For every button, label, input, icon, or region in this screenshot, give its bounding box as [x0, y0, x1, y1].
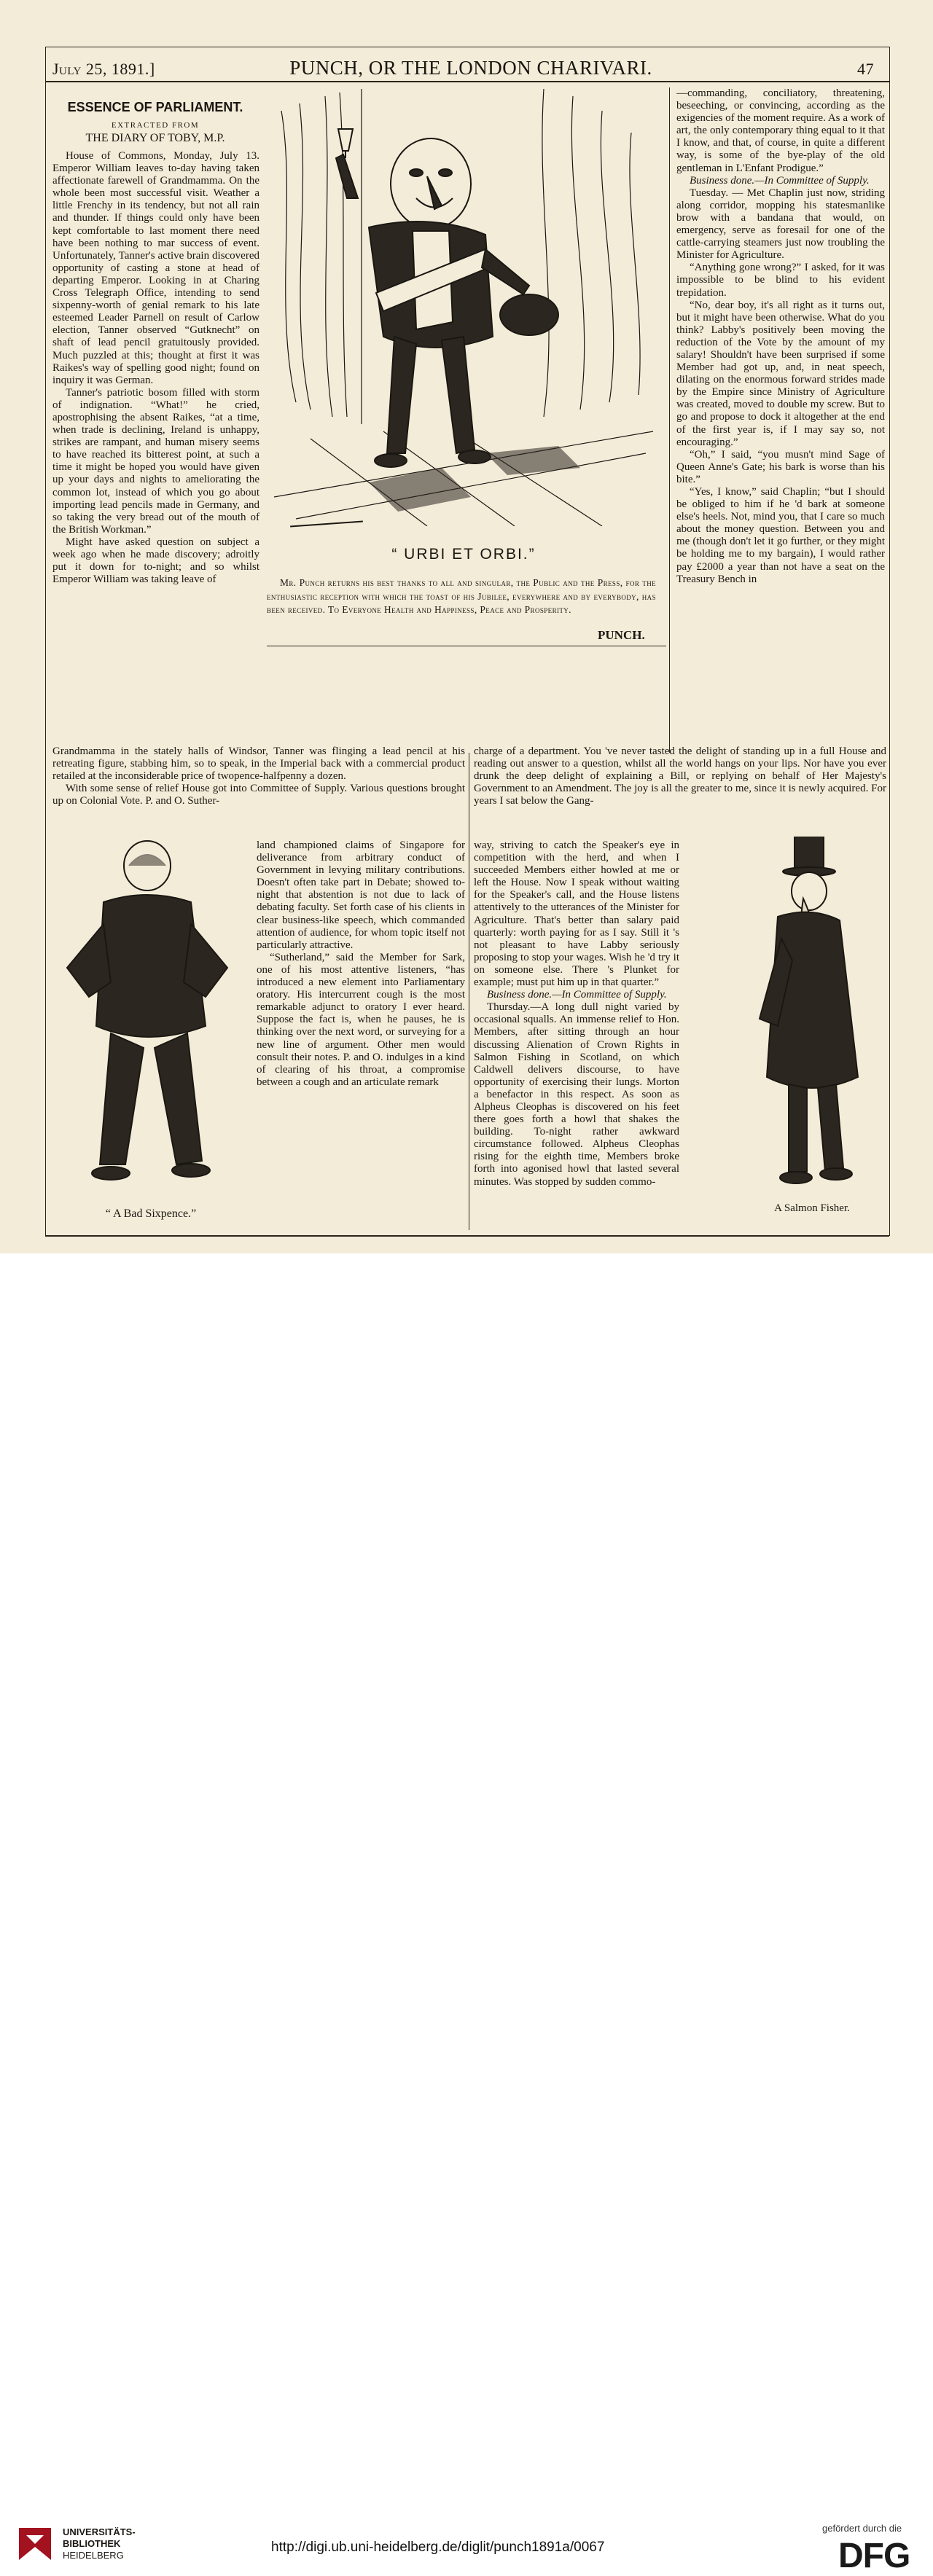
paragraph: “Oh,” I said, “you musn't mind Sage of Queen Anne's Gate; his bark is worse than his bite.” [676, 448, 885, 485]
paragraph: Tanner's patriotic bosom filled with storm of indignation. “What!” he cried, apostrophising the absent Raikes, “at a time, when trade is declining, Ireland is unhappy, strikes are rampant, and human misery seems to have reached its bitterest point, at such a time it might be hoped you would have given up your days and nights to ameliorating the common lot, instead of which you go about importing lead pencils made in Germany, and so taking the very bread out of the mouth of the British Workman.” [52, 386, 259, 536]
paragraph: “No, dear boy, it's all right as it turns out, but it might have been otherwise. What do you think? Labby's positively been moving the reduction of the Vote by the amount of my salary! Shouldn't have been surprised if some Member had got up, and, in neat speech, dilating on the enormous forward strides made by the Empire since Ministry of Agriculture was created, moved to double my screw. But to go and propose to dock it altogether at the end of the first year is, if I may say so, not encouraging.” [676, 299, 885, 448]
paragraph: “Sutherland,” said the Member for Sark, one of his most attentive listeners, “has introduced a new element into Parliamentary oratory. His intercurrent cough is the most remarkable adjunct to oratory I ever heard. Suppose the fact is, when he pauses, he is thinking over the next word, or surveying for a new line of argument. Other men would consult their notes. P. and O. indulges in a kind of clearing of his throat, a compromise between a cough and an articulate remark [257, 951, 465, 1088]
paragraph: Thursday.—A long dull night varied by occasional squalls. An immense relief to Hon. Members, after sitting through an hour discussing Alienation of Crown Rights in Salmon Fishing in Scotland, on which Caldwell delivers discourse, to have opportunity of exercising their lungs. Morton a benefactor in this respect. As soon as Alpheus Cleophas is discovered on his feet there goes forth a howl that shakes the building. To-night rather awkward circumstance followed. Alpheus Cleophas rising for the eighth time, Members broke forth into agonised howl that lasted several minutes. Was stopped by sudden commo- [474, 1001, 679, 1188]
paragraph: “Anything gone wrong?” I asked, for it was impossible to be blind to his evident trepidation. [676, 262, 885, 299]
dfg-logo: DFG [838, 2537, 910, 2575]
frame-bottom [45, 1235, 889, 1237]
figure-bad-sixpence [52, 837, 249, 1201]
paragraph: Tuesday. — Met Chaplin just now, striding along corridor, mopping his statesmanlike brow with a bandana that would, on emergency, serve as foresail for one of the cattle-carrying steamers just now troubling the Minister for Agriculture. [676, 187, 885, 262]
section-heading: ESSENCE OF PARLIAMENT. [67, 100, 243, 114]
frame-header-rule [45, 81, 889, 82]
frame-right [889, 47, 890, 1236]
library-name-1: UNIVERSITÄTS- [63, 2526, 136, 2537]
cartoon-signature: PUNCH. [598, 628, 645, 642]
source-url[interactable]: http://digi.ub.uni-heidelberg.de/diglit/punch1891a/0067 [271, 2540, 605, 2555]
newspaper-page [0, 0, 933, 1253]
university-logo-icon [16, 2525, 54, 2563]
wide-text-left [52, 745, 465, 821]
paragraph: charge of a department. You 've never tasted the delight of standing up in a full House and reading out answer to a question, whilst all the world hangs on your lips. Nor have you ever drunk the deep delight of explaining a Bill, or replying on behalf of Her Majesty's Government to an Amendment. The joy is all the greater to me, since it is newly acquired. For years I sat below the Gang- [474, 745, 886, 807]
library-name-3: HEIDELBERG [63, 2550, 124, 2561]
column-1-text [52, 150, 259, 756]
section-source: THE DIARY OF TOBY, M.P. [85, 132, 225, 144]
paragraph: —commanding, conciliatory, threatening, beseeching, or convincing, according as the exigencies of the moment require. As a work of art, the only contemporary thing equal to it that I know, and that, of course, in quite a different way, is some of the bye-play of the old gentleman in L'Enfant Prodigue.” [676, 87, 885, 174]
paragraph: way, striving to catch the Speaker's eye in competition with the herd, and when I succeeded Members either howled at me or left the House. Now I speak without waiting for the Speaker's call, and the House listens attentively to the utterances of the Minister for Agriculture. That's better than salary paid quarterly: worth paying for as I say. Still it 's not pleasant to have Labby seriously proposing to stop your wages. Wish he 'd try it on someone else. There 's Plunket for example; must put him up in that quarter.” [474, 839, 679, 989]
caption-salmon-fisher: A Salmon Fisher. [774, 1202, 850, 1214]
paragraph: land championed claims of Singapore for deliverance from arbitrary conduct of Government in levying military contributions. Doesn't often take part in Debate; showed to-night that abstention is not due to lack of debating faculty. Set forth case of his clients in clear business-like speech, which commanded attention of audience, for whom topic itself not particularly attractive. [257, 839, 465, 951]
issue-date: July 25, 1891.] [52, 60, 155, 78]
paragraph: With some sense of relief House got into Committee of Supply. Various questions brought up on Colonial Vote. P. and O. Suther- [52, 783, 465, 807]
paragraph: Grandmamma in the stately halls of Windsor, Tanner was flinging a lead pencil at his retreating figure, stabbing him, so to speak, in the Imperial back with a commercial product retailed at the inconsiderable price of twopence-halfpenny a dozen. [52, 745, 465, 783]
paragraph: “Yes, I know,” said Chaplin; “but I should be obliged to him if he 'd bark at someone else's heels. Not, mind you, that I care so much about the money question. Between you and me (though don't let it go further, or they might be holding me to my bargain), I would rather pay £2000 a year than not have a seat on the Treasury Bench in [676, 486, 885, 585]
section-subheading: EXTRACTED FROM [111, 121, 200, 130]
cartoon-title: “ URBI ET ORBI.” [391, 546, 536, 563]
funding-note: gefördert durch die [822, 2523, 902, 2534]
digitization-footer [0, 1253, 933, 2575]
caption-bad-sixpence: “ A Bad Sixpence.” [105, 1207, 197, 1220]
paragraph: House of Commons, Monday, July 13. Emperor William leaves to-day having taken affectionate farewell of Grandmamma. On the whole been most successful visit. Weather a little Frenchy in its tendency, but not all rain and thunder. If things could only have been kept comfortable to last moment there need have been nothing to mar success of event. Unfortunately, Tanner's active brain discovered opportunity of casting a stone at head of departing Emperor. Looking in at Charing Cross Telegraph Office, intending to send sixpenny-worth of genial remark to his late esteemed Leader Parnell on result of Carlow election, Tanner observed “Gutknecht” on shaft of lead pencil gratuitously provided. Much puzzled at this; thought at first it was Raikes's way of spelling good night; found on inquiry it was German. [52, 150, 259, 386]
page-number: 47 [857, 60, 874, 78]
masthead-title: PUNCH, OR THE LONDON CHARIVARI. [289, 57, 652, 79]
column-3-text [676, 87, 885, 761]
cartoon-caption: Mr. Punch returns his best thanks to all and singular, the Public and the Press, for the enthusiastic reception with which the toast of his Jubilee, everywhere and by everybody, has been received. To Everyone Health and Happiness, Peace and Prosperity. [267, 577, 656, 615]
frame-left [45, 47, 46, 1236]
column-rule-right [669, 87, 670, 753]
column-4-text [474, 839, 679, 1233]
paragraph: Business done.—In Committee of Supply. [690, 174, 870, 187]
paragraph: Might have asked question on subject a week ago when he made discovery; adroitly put it down for to-night; and so whilst Emperor William was taking leave of [52, 536, 259, 586]
library-name-2: BIBLIOTHEK [63, 2538, 121, 2549]
cartoon-urbi-et-orbi [267, 89, 660, 526]
column-2-text [257, 839, 465, 1233]
paragraph: Business done.—In Committee of Supply. [487, 989, 667, 1001]
figure-salmon-fisher [738, 837, 886, 1201]
wide-text-right [474, 745, 886, 821]
